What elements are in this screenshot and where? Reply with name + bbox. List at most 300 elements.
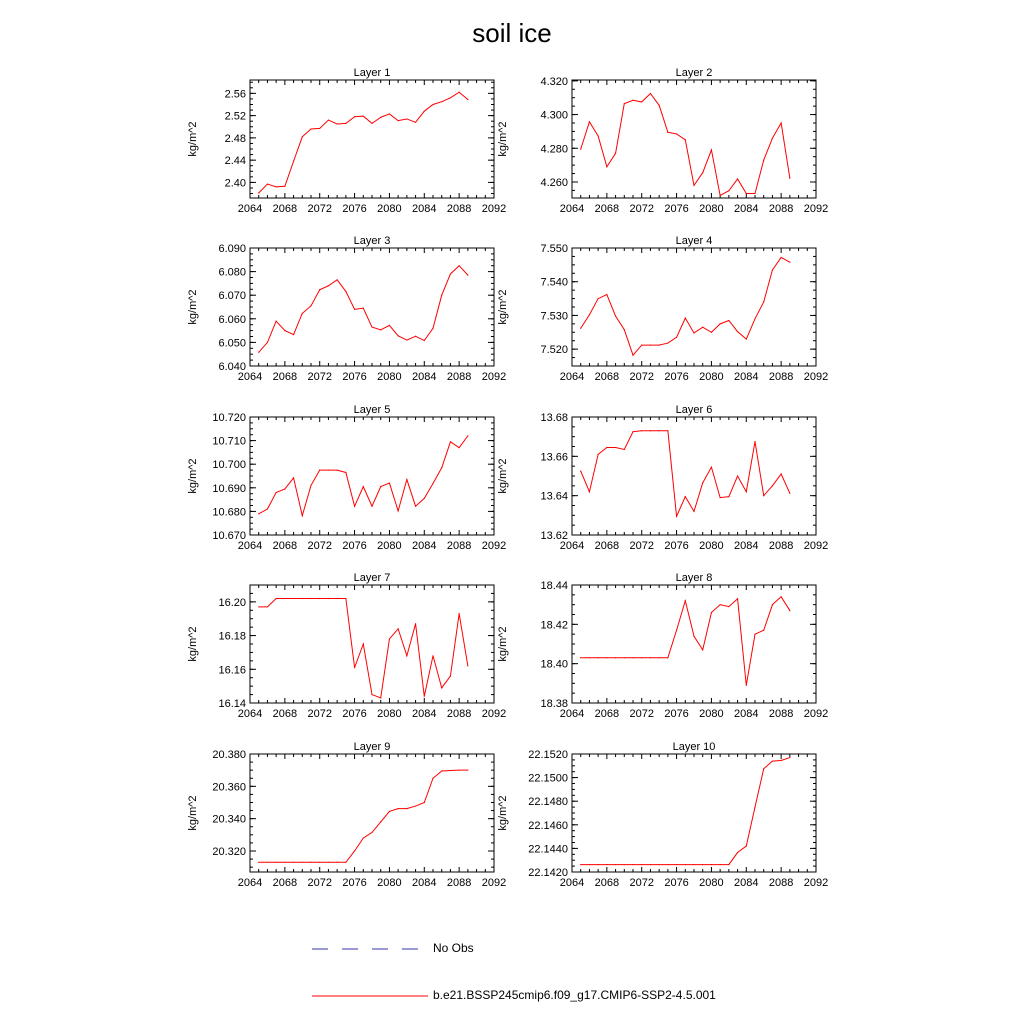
x-tick-label: 2072 [307,371,332,383]
data-point [459,770,460,771]
panel-title: Layer 1 [353,67,391,79]
data-point [772,269,773,270]
data-point [293,334,294,335]
y-axis-label: kg/m^2 [497,121,509,157]
y-tick-label: 20.340 [212,813,246,826]
data-point [632,431,633,432]
data-point [685,864,686,865]
x-tick-label: 2072 [629,708,654,720]
data-point [258,606,259,607]
panel-title: Layer 10 [672,741,716,753]
data-point [754,318,755,319]
legend-model-label: b.e21.BSSP245cmip6.f09_g17.CMIP6-SSP2-4.5.001 [433,988,716,1002]
plot-frame [250,585,494,703]
x-tick-label: 2068 [272,203,298,215]
data-point [615,864,616,865]
x-tick-label: 2080 [377,877,402,889]
data-point [650,344,651,345]
data-point [267,508,268,509]
data-point [685,600,686,601]
x-tick-label: 2068 [594,877,620,889]
x-tick-label: 2072 [629,203,654,215]
y-tick-label: 6.080 [218,266,246,279]
data-point [424,498,425,499]
x-tick-label: 2068 [272,371,298,383]
data-point [754,193,755,194]
x-tick-label: 2072 [307,708,332,720]
data-point [328,285,329,286]
x-tick-label: 2084 [734,877,759,889]
panel-layer-5 [187,404,506,552]
data-point [450,675,451,676]
data-point [650,657,651,658]
data-point [624,864,625,865]
data-point [728,606,729,607]
x-tick-label: 2092 [803,708,829,720]
y-tick-label: 16.18 [218,630,246,643]
x-tick-label: 2084 [734,540,759,552]
data-point [606,447,607,448]
data-point [781,257,782,258]
panel-title: Layer 3 [353,235,391,247]
panel-title: Layer 2 [675,67,713,79]
data-point [441,687,442,688]
data-point [380,117,381,118]
data-point [398,808,399,809]
data-point [632,355,633,356]
data-point [650,93,651,94]
x-tick-label: 2092 [481,540,507,552]
data-point [363,308,364,309]
data-point [632,864,633,865]
data-point [319,470,320,471]
data-point [789,493,790,494]
data-point [693,185,694,186]
data-point [345,862,346,863]
data-point [667,430,668,431]
data-point [450,770,451,771]
data-point [302,515,303,516]
x-tick-label: 2064 [237,203,263,215]
y-tick-label: 4.320 [540,75,568,88]
x-tick-label: 2064 [237,708,263,720]
data-point [415,506,416,507]
data-point [406,118,407,119]
data-point [781,122,782,123]
data-point [406,339,407,340]
x-tick-label: 2088 [768,203,794,215]
y-tick-label: 7.530 [540,310,568,323]
data-point [772,138,773,139]
x-tick-label: 2080 [699,540,724,552]
data-point [598,657,599,658]
data-point [763,159,764,160]
data-point [406,479,407,480]
series-line [581,758,790,865]
data-point [310,862,311,863]
panel-title: Layer 4 [675,235,713,247]
data-point [667,864,668,865]
data-point [319,862,320,863]
x-tick-label: 2080 [699,877,724,889]
y-tick-label: 18.38 [540,698,568,710]
data-point [328,119,329,120]
data-point [459,613,460,614]
x-tick-label: 2076 [342,877,367,889]
y-tick-label: 20.320 [212,845,246,858]
y-tick-label: 22.1480 [528,796,568,809]
x-tick-label: 2064 [559,708,585,720]
data-point [284,488,285,489]
x-tick-label: 2064 [237,540,263,552]
data-point [371,123,372,124]
data-point [345,472,346,473]
plot-frame [250,754,494,872]
data-point [711,149,712,150]
data-point [267,342,268,343]
data-point [441,770,442,771]
x-tick-label: 2072 [629,540,654,552]
data-point [389,113,390,114]
panel-layer-8 [497,572,828,720]
data-point [380,486,381,487]
data-point [293,477,294,478]
data-point [276,321,277,322]
data-point [685,318,686,319]
data-point [389,811,390,812]
data-point [450,441,451,442]
x-tick-label: 2092 [481,708,507,720]
data-point [702,649,703,650]
data-point [763,301,764,302]
data-point [398,120,399,121]
data-point [354,506,355,507]
data-point [772,604,773,605]
y-tick-label: 20.360 [212,781,246,794]
data-point [432,104,433,105]
data-point [467,665,468,666]
x-tick-label: 2092 [481,877,507,889]
data-point [284,186,285,187]
data-point [598,298,599,299]
data-point [624,449,625,450]
data-point [276,862,277,863]
data-point [371,694,372,695]
data-point [598,864,599,865]
data-point [641,344,642,345]
data-point [415,122,416,123]
data-point [276,598,277,599]
data-point [746,193,747,194]
x-tick-label: 2084 [412,540,437,552]
data-point [685,139,686,140]
data-point [284,598,285,599]
series-line [581,597,790,686]
data-point [702,327,703,328]
y-tick-label: 7.520 [540,344,568,357]
y-tick-label: 22.1420 [528,867,568,879]
x-tick-label: 2080 [699,203,724,215]
legend-model [0,985,1024,1005]
y-axis-label: kg/m^2 [187,795,199,831]
data-point [720,864,721,865]
data-point [728,190,729,191]
x-tick-label: 2084 [734,203,759,215]
x-tick-label: 2064 [559,540,585,552]
data-point [754,807,755,808]
data-point [624,657,625,658]
data-point [337,862,338,863]
data-point [589,314,590,315]
y-tick-label: 22.1500 [528,772,568,785]
data-point [450,97,451,98]
x-tick-label: 2072 [629,371,654,383]
data-point [659,864,660,865]
data-point [667,132,668,133]
data-point [615,153,616,154]
data-point [580,470,581,471]
data-point [676,864,677,865]
data-point [371,506,372,507]
plot-frame [572,585,816,703]
data-point [267,862,268,863]
data-point [711,612,712,613]
data-point [467,770,468,771]
x-tick-label: 2076 [342,540,367,552]
data-point [319,289,320,290]
data-point [589,864,590,865]
series-line [581,93,790,195]
data-point [702,864,703,865]
data-point [772,760,773,761]
figure-title: soil ice [472,18,552,48]
data-point [781,473,782,474]
data-point [711,332,712,333]
data-point [354,850,355,851]
data-point [337,279,338,280]
data-point [676,337,677,338]
x-tick-label: 2084 [734,708,759,720]
y-tick-label: 6.050 [218,337,246,350]
data-point [398,335,399,336]
x-tick-label: 2076 [664,708,689,720]
data-point [302,136,303,137]
y-tick-label: 22.1460 [528,819,568,832]
y-tick-label: 6.060 [218,313,246,326]
data-point [789,178,790,179]
data-point [659,430,660,431]
x-tick-label: 2076 [342,203,367,215]
x-tick-label: 2068 [594,540,620,552]
y-tick-label: 13.62 [540,530,568,542]
data-point [328,470,329,471]
data-point [624,103,625,104]
data-point [345,291,346,292]
panels [187,67,828,889]
data-point [337,123,338,124]
data-point [580,864,581,865]
x-tick-label: 2076 [664,203,689,215]
data-point [450,273,451,274]
data-point [693,636,694,637]
data-point [441,295,442,296]
data-point [467,99,468,100]
data-point [328,598,329,599]
data-point [302,598,303,599]
data-point [624,329,625,330]
data-point [441,101,442,102]
data-point [389,325,390,326]
panel-layer-7 [187,572,506,720]
data-point [258,862,259,863]
plot-frame [572,80,816,198]
data-point [763,495,764,496]
data-point [781,760,782,761]
panel-title: Layer 9 [353,741,391,753]
data-point [772,485,773,486]
data-point [693,332,694,333]
data-point [293,161,294,162]
data-point [302,862,303,863]
data-point [615,657,616,658]
y-tick-label: 16.14 [218,698,246,710]
data-point [284,862,285,863]
data-point [424,802,425,803]
data-point [606,864,607,865]
x-tick-label: 2080 [377,708,402,720]
y-tick-label: 13.64 [540,490,568,503]
data-point [641,430,642,431]
y-tick-label: 7.540 [540,276,568,289]
y-axis-label: kg/m^2 [187,626,199,662]
plot-frame [572,754,816,872]
x-tick-label: 2092 [481,371,507,383]
data-point [415,805,416,806]
data-point [667,657,668,658]
y-tick-label: 6.040 [218,361,246,373]
y-tick-label: 22.1440 [528,843,568,856]
panel-title: Layer 5 [353,404,391,416]
x-tick-label: 2076 [342,371,367,383]
data-point [720,604,721,605]
y-axis-label: kg/m^2 [497,626,509,662]
y-tick-label: 18.44 [540,580,568,592]
x-tick-label: 2084 [412,877,437,889]
x-tick-label: 2088 [768,708,794,720]
x-tick-label: 2088 [768,540,794,552]
x-tick-label: 2072 [307,540,332,552]
legend-obs [0,938,1024,958]
x-tick-label: 2084 [734,371,759,383]
data-point [302,313,303,314]
data-point [459,447,460,448]
x-tick-label: 2076 [664,540,689,552]
data-point [258,352,259,353]
data-point [641,864,642,865]
data-point [424,340,425,341]
y-tick-label: 16.16 [218,664,246,677]
data-point [467,275,468,276]
data-point [432,778,433,779]
y-tick-label: 2.44 [224,155,246,168]
series-line [581,431,790,517]
data-point [406,655,407,656]
y-tick-label: 2.40 [224,177,246,190]
x-tick-label: 2080 [377,371,402,383]
panel-layer-1 [187,67,506,215]
data-point [432,328,433,329]
data-point [789,262,790,263]
data-point [415,336,416,337]
data-point [693,511,694,512]
data-point [632,657,633,658]
data-point [632,100,633,101]
x-tick-label: 2092 [803,877,829,889]
data-point [276,492,277,493]
data-point [641,101,642,102]
data-point [267,606,268,607]
data-point [337,598,338,599]
y-tick-label: 4.280 [540,143,568,156]
y-tick-label: 2.52 [224,110,246,123]
series-line [259,770,468,862]
data-point [354,116,355,117]
y-tick-label: 7.550 [540,243,568,255]
data-point [363,116,364,117]
data-point [258,192,259,193]
panel-layer-6 [497,404,828,552]
x-tick-label: 2092 [803,371,829,383]
data-point [737,598,738,599]
data-point [676,516,677,517]
series-line [259,266,468,353]
x-tick-label: 2068 [594,708,620,720]
x-tick-label: 2064 [559,203,585,215]
data-point [459,92,460,93]
data-point [310,485,311,486]
data-point [598,454,599,455]
data-point [589,491,590,492]
data-point [763,768,764,769]
y-tick-label: 13.68 [540,412,568,424]
data-point [650,864,651,865]
data-point [693,864,694,865]
y-tick-label: 16.20 [218,596,246,609]
y-axis-label: kg/m^2 [187,458,199,494]
y-tick-label: 10.690 [212,482,246,495]
data-point [319,128,320,129]
data-point [345,598,346,599]
data-point [659,105,660,106]
data-point [310,305,311,306]
data-point [371,326,372,327]
x-tick-label: 2088 [446,203,472,215]
panel-layer-4 [497,235,828,383]
y-tick-label: 6.070 [218,290,246,303]
x-tick-label: 2064 [237,877,263,889]
y-axis-label: kg/m^2 [497,458,509,494]
data-point [667,342,668,343]
data-point [319,598,320,599]
series-line [259,436,468,516]
x-tick-label: 2084 [412,203,437,215]
legend-obs-label: No Obs [433,941,474,955]
x-tick-label: 2072 [307,877,332,889]
data-point [276,186,277,187]
y-tick-label: 10.720 [212,412,246,424]
x-tick-label: 2076 [342,708,367,720]
data-point [424,111,425,112]
